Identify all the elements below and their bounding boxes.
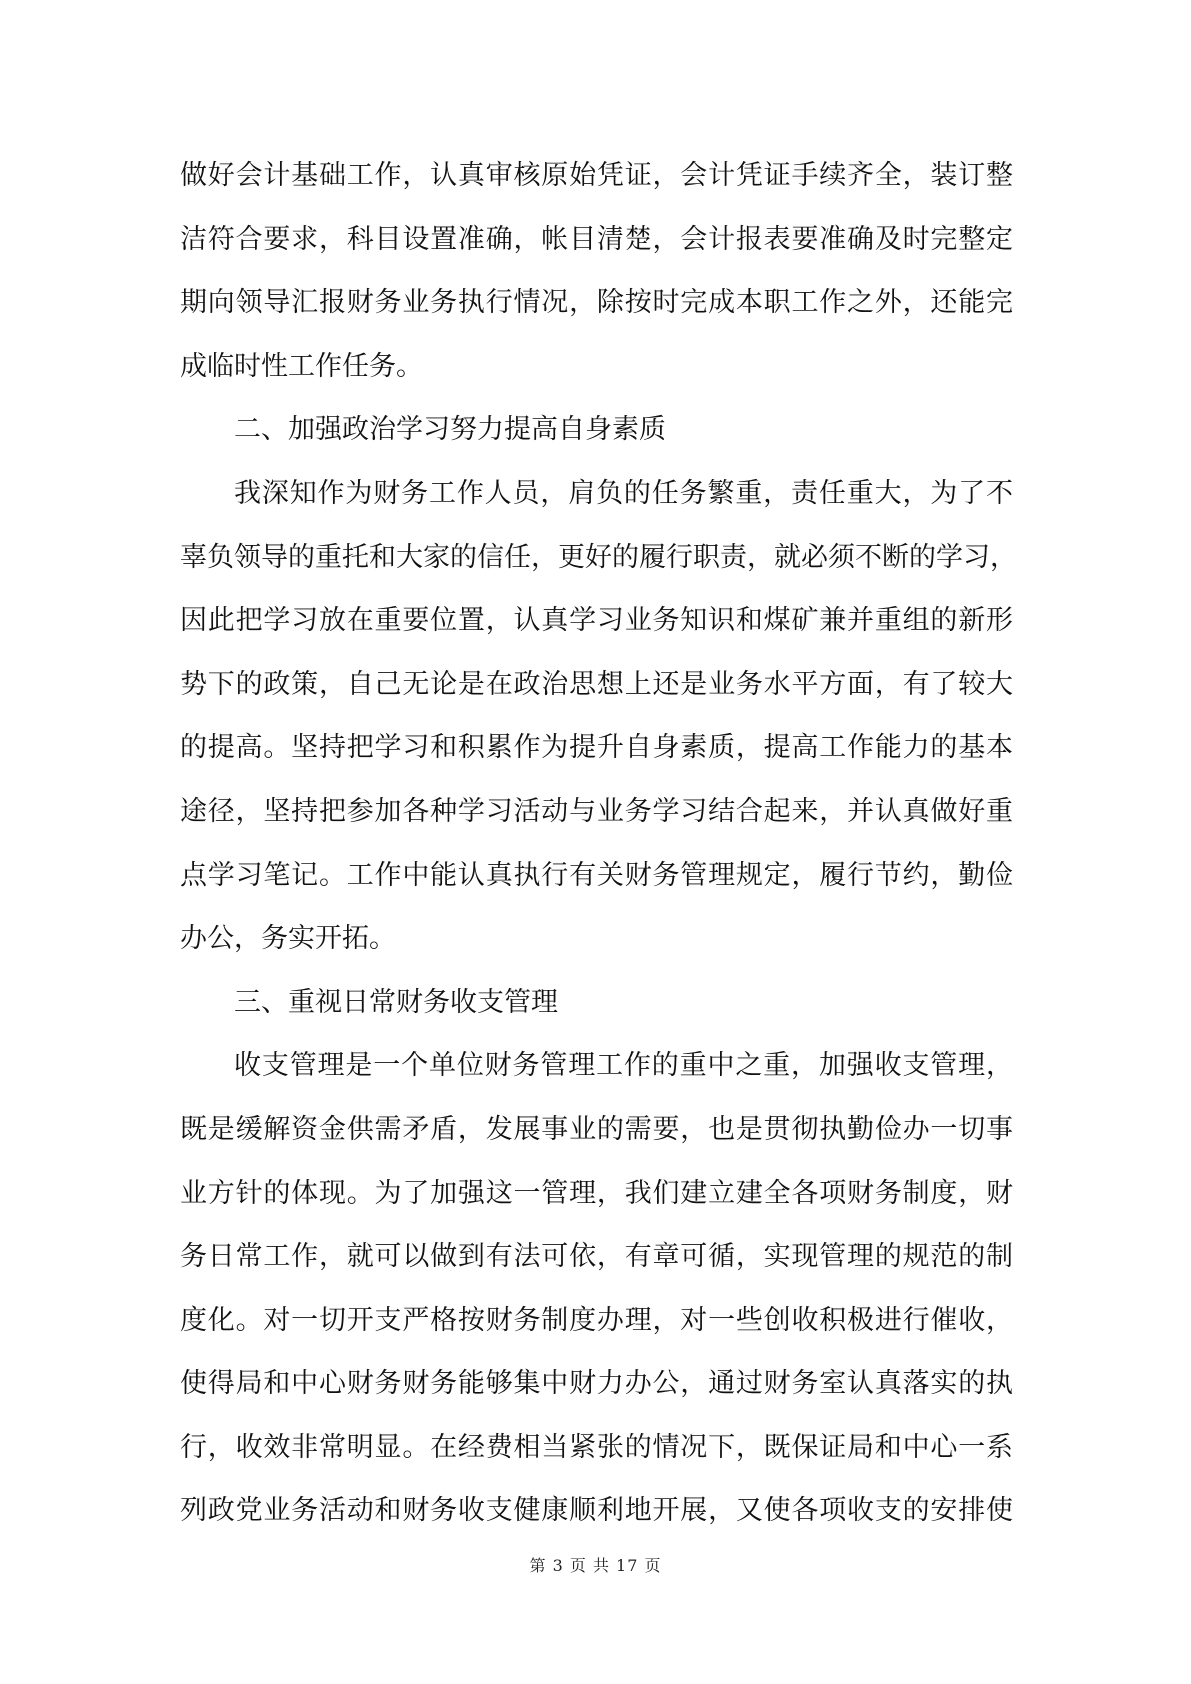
text-line: 既是缓解资金供需矛盾，发展事业的需要，也是贯彻执勤俭办一切事 xyxy=(180,1113,1013,1145)
text-line: 二、加强政治学习努力提高自身素质 xyxy=(234,414,666,446)
text-line: 业方针的体现。为了加强这一管理，我们建立建全各项财务制度，财 xyxy=(180,1177,1013,1209)
text-line: 行，收效非常明显。在经费相当紧张的情况下，既保证局和中心一系 xyxy=(180,1431,1013,1463)
text-line: 成临时性工作任务。 xyxy=(180,350,423,382)
text-line: 做好会计基础工作，认真审核原始凭证，会计凭证手续齐全，装订整 xyxy=(180,160,1013,191)
text-line: 办公，务实开拓。 xyxy=(180,923,396,955)
text-line: 使得局和中心财务财务能够集中财力办公，通过财务室认真落实的执 xyxy=(180,1368,1013,1400)
text-line: 洁符合要求，科目设置准确，帐目清楚，会计报表要准确及时完整定 xyxy=(180,223,1013,255)
text-line: 势下的政策，自己无论是在政治思想上还是业务水平方面，有了较大 xyxy=(180,668,1013,700)
text-line: 的提高。坚持把学习和积累作为提升自身素质，提高工作能力的基本 xyxy=(180,732,1013,764)
text-line: 列政党业务活动和财务收支健康顺利地开展，又使各项收支的安排使 xyxy=(180,1495,1013,1527)
page-footer: 第 3 页 共 17 页 xyxy=(529,1556,662,1575)
text-line: 辜负领导的重托和大家的信任，更好的履行职责，就必须不断的学习， xyxy=(180,541,1017,573)
body-text xyxy=(180,144,1017,1543)
text-line: 务日常工作，就可以做到有法可依，有章可循，实现管理的规范的制 xyxy=(180,1241,1013,1273)
text-line: 收支管理是一个单位财务管理工作的重中之重，加强收支管理， xyxy=(234,1050,1013,1082)
text-line: 度化。对一切开支严格按财务制度办理，对一些创收积极进行催收， xyxy=(180,1304,1013,1336)
text-line: 因此把学习放在重要位置，认真学习业务知识和煤矿兼并重组的新形 xyxy=(180,605,1013,637)
text-line: 三、重视日常财务收支管理 xyxy=(234,986,558,1018)
text-line: 点学习笔记。工作中能认真执行有关财务管理规定，履行节约，勤俭 xyxy=(180,859,1013,891)
text-line: 我深知作为财务工作人员，肩负的任务繁重，责任重大，为了不 xyxy=(234,477,1013,509)
text-line: 期向领导汇报财务业务执行情况，除按时完成本职工作之外，还能完 xyxy=(180,287,1013,319)
text-line: 途径，坚持把参加各种学习活动与业务学习结合起来，并认真做好重 xyxy=(180,795,1013,827)
